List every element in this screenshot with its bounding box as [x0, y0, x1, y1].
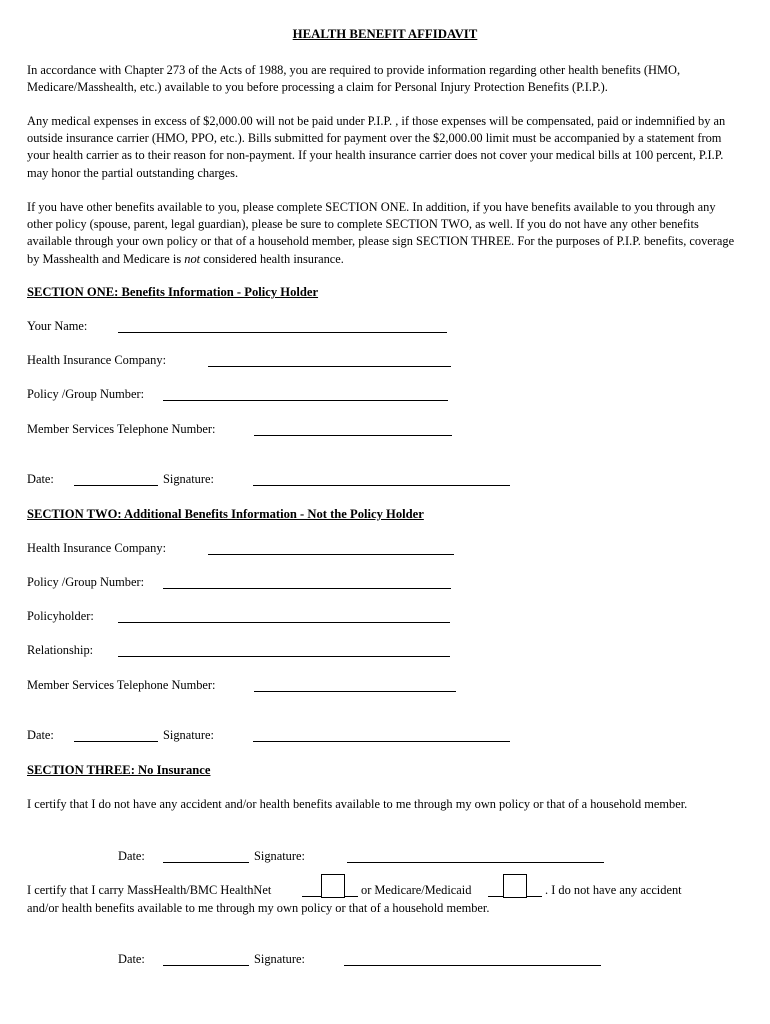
masshealth-certification-line2: and/or health benefits available to me through my own policy or that of a household member.	[27, 901, 490, 915]
s1-company-label: Health Insurance Company:	[27, 353, 167, 367]
s1-policy-label: Policy /Group Number:	[27, 387, 145, 401]
s2-date-label: Date:	[27, 728, 54, 742]
s3-signature-field-1[interactable]	[347, 862, 604, 863]
intro-paragraph-3	[27, 199, 739, 268]
intro-paragraph-3-end: considered health insurance.	[200, 251, 344, 266]
s2-phone-label: Member Services Telephone Number:	[27, 678, 216, 692]
s3-date-label-2: Date:	[118, 952, 145, 966]
masshealth-checkbox[interactable]	[321, 874, 345, 898]
intro-paragraph-2: Any medical expenses in excess of $2,000.00 will not be paid under P.I.P. , if those expenses will be compensated, paid or indemnified by an outside insurance carrier (HMO, PPO, etc.). Bills submitted for payment over the $2,000.00 limit must be accompanied by a statement from your health carrier as to their reason for non-payment. If your health insurance carrier does not cover your medical bills at 100 percent, P.I.P. may honor the partial outstanding charges.	[27, 114, 726, 180]
s1-date-label: Date:	[27, 472, 54, 486]
s3-date-label-1: Date:	[118, 849, 145, 863]
s3-date-field-1[interactable]	[163, 862, 249, 863]
masshealth-certification-end: . I do not have any accident	[545, 883, 682, 897]
s2-policy-label: Policy /Group Number:	[27, 575, 145, 589]
s3-signature-label-2: Signature:	[254, 952, 305, 966]
s1-company-field[interactable]	[208, 366, 451, 367]
medicare-checkbox[interactable]	[503, 874, 527, 898]
s1-signature-label: Signature:	[163, 472, 214, 486]
no-insurance-certification: I certify that I do not have any accident and/or health benefits available to me through my own policy or that of a household member.	[27, 797, 688, 811]
s2-relationship-label: Relationship:	[27, 643, 94, 657]
section-two-heading: SECTION TWO: Additional Benefits Information - Not the Policy Holder	[27, 507, 424, 521]
s1-phone-label: Member Services Telephone Number:	[27, 422, 216, 436]
s2-signature-label: Signature:	[163, 728, 214, 742]
document-title: HEALTH BENEFIT AFFIDAVIT	[292, 27, 478, 41]
s3-signature-field-2[interactable]	[344, 965, 601, 966]
s2-signature-field[interactable]	[253, 741, 510, 742]
your-name-label: Your Name:	[27, 319, 88, 333]
s2-policyholder-label: Policyholder:	[27, 609, 94, 623]
s1-date-field[interactable]	[74, 485, 158, 486]
masshealth-certification-text: I certify that I carry MassHealth/BMC HealthNet	[27, 883, 272, 897]
s2-policy-field[interactable]	[163, 588, 451, 589]
intro-paragraph-1: In accordance with Chapter 273 of the Acts of 1988, you are required to provide information regarding other health benefits (HMO, Medicare/Masshealth, etc.) available to you before processing a claim for Personal Injury Protection Benefits (P.I.P.).	[27, 63, 681, 95]
section-three-heading: SECTION THREE: No Insurance	[27, 763, 211, 777]
s1-signature-field[interactable]	[253, 485, 510, 486]
your-name-field[interactable]	[118, 332, 447, 333]
s2-phone-field[interactable]	[254, 691, 456, 692]
s2-company-label: Health Insurance Company:	[27, 541, 167, 555]
s1-phone-field[interactable]	[254, 435, 452, 436]
s3-signature-label-1: Signature:	[254, 849, 305, 863]
s3-date-field-2[interactable]	[163, 965, 249, 966]
s2-company-field[interactable]	[208, 554, 454, 555]
s1-policy-field[interactable]	[163, 400, 448, 401]
intro-paragraph-3-text: If you have other benefits available to you, please complete SECTION ONE. In addition, if you have benefits available to you through any other policy (spouse, parent, legal guardian), please be sure to complete SECTION TWO, as well. If you do not have any other benefits available through your own policy or that of a household member, please sign SECTION THREE. For the purposes of P.I.P. benefits, coverage by Masshealth and Medicare is	[27, 200, 735, 266]
s2-policyholder-field[interactable]	[118, 622, 450, 623]
s2-date-field[interactable]	[74, 741, 158, 742]
intro-paragraph-3-emphasis: not	[184, 251, 201, 266]
section-one-heading: SECTION ONE: Benefits Information - Policy Holder	[27, 285, 319, 299]
medicare-text: or Medicare/Medicaid	[361, 883, 472, 897]
s2-relationship-field[interactable]	[118, 656, 450, 657]
